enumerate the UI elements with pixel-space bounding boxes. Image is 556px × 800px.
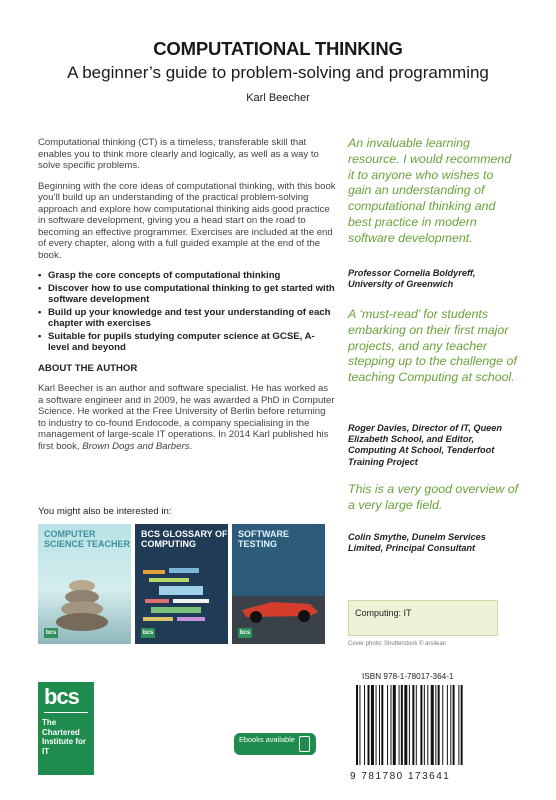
barcode-icon: [352, 685, 502, 769]
feature-item: • Grasp the core concepts of computational thinking: [38, 270, 336, 282]
first-book-title: Brown Dogs and Barbers: [82, 440, 190, 452]
category-box: [348, 600, 498, 636]
ebooks-label: Ebooks available: [239, 735, 295, 744]
feature-item: • Discover how to use computational thinking to get started with software development: [38, 283, 336, 306]
review-attribution: Colin Smythe, Dunelm Services Limited, Principal Consultant: [348, 532, 486, 554]
description-paragraph-2: Beginning with the core ideas of computational thinking, with this book you’ll build up an understanding of the practical problem-solving approach and explore how computational thinking aids good practice in software development, giving you a head start on the road to becoming an effective programmer. Exercises are included at the end of every chapter, along with a full guided example at the end of the book.: [38, 180, 336, 261]
bcs-mini-logo: bcs: [239, 630, 251, 636]
about-author-text: [38, 383, 336, 452]
bcs-logo-divider: [44, 712, 88, 713]
related-book-cover[interactable]: [232, 524, 325, 644]
related-book-title: SOFTWARE TESTING: [238, 529, 289, 549]
ebook-device-icon: [299, 736, 310, 752]
description-paragraph-1: Computational thinking (CT) is a timeless, transferable skill that enables you to think more clearly and logically, as well as a way to solve specific problems.: [38, 137, 319, 171]
cover-photo-credit: Cover photo: Shutterstock © arsilean: [348, 641, 447, 647]
racing-car-illustration: [232, 524, 325, 644]
review-quote: An invaluable learning resource. I would recommend it to anyone who wishes to gain an understanding of computational thinking and best practice in modern software development.: [348, 136, 512, 245]
bcs-mini-logo: bcs: [45, 630, 57, 636]
feature-item: • Suitable for pupils studying computer science at GCSE, A-level and beyond: [38, 331, 336, 354]
word-cloud-illustration: [135, 524, 228, 644]
bcs-mini-logo: bcs: [142, 630, 154, 636]
about-author-end: .: [189, 440, 193, 452]
review-attribution: Roger Davies, Director of IT, Queen Elizabeth School, and Editor, Computing At School, Tenderfoot Training Project: [348, 423, 503, 467]
review-quote: A ‘must-read’ for students embarking on their first major projects, and any teacher stepping up to the challenge of teaching Computing at school.: [348, 307, 517, 385]
bcs-logo-word: bcs: [44, 684, 79, 709]
related-books-label: You might also be interested in:: [38, 506, 172, 517]
stacked-stones-illustration: [38, 524, 131, 644]
feature-item: • Build up your knowledge and test your understanding of each chapter with exercises: [38, 307, 336, 330]
barcode-digits: 9 781780 173641: [350, 771, 451, 782]
category-label: Computing: IT: [355, 608, 412, 618]
related-book-title: BCS GLOSSARY OF COMPUTING: [141, 529, 228, 549]
author-name: Karl Beecher: [246, 92, 310, 104]
related-book-cover[interactable]: [135, 524, 228, 644]
about-author-body: Karl Beecher is an author and software specialist. He has worked as a software engineer and in 2009, he was awarded a PhD in Computer Science. He worked at the Free University of Berlin before returning to industry to co-found Endocode, a company specialising in the management of large-scale IT operations. In 2014 Karl published his first book,: [38, 383, 335, 452]
isbn-number: ISBN 978-1-78017-364-1: [362, 672, 454, 681]
review-quote: This is a very good overview of a very large field.: [348, 482, 519, 512]
ebooks-available-badge: [234, 733, 316, 755]
review-attribution: Professor Cornelia Boldyreff, University of Greenwich: [348, 268, 476, 290]
book-subtitle: A beginner’s guide to problem-solving and programming: [67, 63, 489, 82]
bcs-logo: [38, 682, 94, 775]
description-column: [38, 137, 336, 452]
related-book-title: COMPUTER SCIENCE TEACHER: [44, 529, 131, 549]
related-book-cover[interactable]: [38, 524, 131, 644]
about-author-heading: ABOUT THE AUTHOR: [38, 362, 138, 374]
book-title: COMPUTATIONAL THINKING: [153, 38, 403, 59]
bcs-logo-tagline: The Chartered Institute for IT: [42, 718, 86, 756]
feature-list: [38, 270, 336, 354]
